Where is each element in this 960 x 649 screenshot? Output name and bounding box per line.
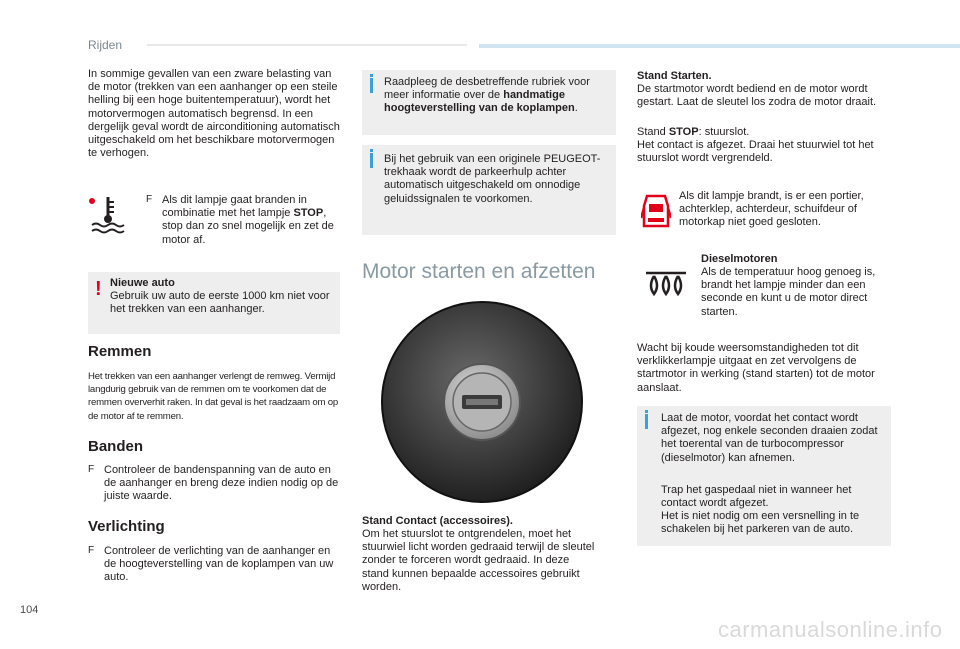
warning-box-new-car (88, 272, 340, 334)
info-box-towbar (362, 145, 616, 235)
banden-text: Controleer de bandenspanning van de auto en de aanhanger en breng deze indien nodig op de juiste waarde. (104, 464, 339, 503)
contact-title: Stand Contact (accessoires). (362, 515, 513, 527)
warning-title: Nieuwe auto (110, 277, 175, 289)
lamp-bullet: F (146, 194, 153, 205)
info-icon (370, 153, 373, 168)
info-icon-dot (370, 74, 373, 77)
verlichting-instruction (88, 545, 342, 585)
cold-weather-text: Wacht bij koude weersomstandigheden tot dit verklikkerlampje uitgaat en zet vervolgens de startmotor in werking (stand starten) tot de motor aanslaat. (637, 342, 875, 394)
watermark: carmanualsonline.info (718, 617, 943, 642)
banden-instruction (88, 464, 342, 504)
info-icon-dot (370, 149, 373, 152)
header-rule-blue (479, 44, 960, 48)
chapter-label: Rijden (88, 38, 123, 52)
heading-remmen: Remmen (88, 343, 152, 360)
stop-line: Stand STOP: stuurslot. (637, 126, 750, 138)
info2-text: Bij het gebruik van een originele PEUGEOT-trekhaak wordt de parkeerhulp achter automatisch uitgeschakeld om onnodige geluidssignalen te voorkomen. (384, 153, 601, 205)
starten-title: Stand Starten. (637, 70, 712, 82)
lamp-text: Als dit lampje gaat branden in combinatie met het lampje STOP, stop dan zo snel mogelijk en zet de motor af. (162, 194, 334, 246)
stop-text: Het contact is afgezet. Draai het stuurwiel tot het stuurslot wordt vergrendeld. (637, 139, 874, 165)
info-box-headlamp (362, 70, 616, 135)
coolant-temperature-warning-icon (88, 194, 128, 238)
info1-text: Raadpleeg de desbetreffende rubriek voor meer informatie over de handmatige hoogteverstelling van de koplampen. (384, 76, 590, 115)
ignition-lock-image (380, 300, 584, 504)
verlichting-text: Controleer de verlichting van de aanhanger en de hoogteverstelling van de koplampen van uw auto. (104, 545, 334, 584)
glow-plug-icon (644, 268, 688, 298)
page-number: 104 (20, 604, 39, 616)
intro-paragraph: In sommige gevallen van een zware belasting van de motor (trekken van een aanhanger op een steile helling bij een hoge buitentemperatuur), wordt het motorvermogen automatisch begrensd. In een dergelijk geval wordt de airconditioning automatisch uitgeschakeld om het beschikbare motorvermogen te verhogen. (88, 68, 340, 160)
header-rule-gray (147, 44, 467, 46)
diesel-title: Dieselmotoren (701, 253, 778, 265)
starten-text: De startmotor wordt bediend en de motor wordt gestart. Laat de sleutel los zodra de motor draait. (637, 83, 877, 109)
section-title: Motor starten en afzetten (362, 260, 596, 283)
banden-bullet: F (88, 464, 95, 475)
door-warning-text: Als dit lampje brandt, is er een portier, achterklep, achterdeur, schuifdeur of motorkap niet goed gesloten. (679, 190, 864, 229)
info-box-turbo (637, 406, 891, 546)
diesel-text: Als de temperatuur hoog genoeg is, brandt het lampje minder dan een seconde en kunt u de motor direct starten. (701, 266, 876, 318)
info-icon (645, 414, 648, 429)
verlichting-bullet: F (88, 545, 95, 556)
contact-text: Om het stuurslot te ontgrendelen, moet het stuurwiel licht worden gedraaid terwijl de sleutel zonder te forceren wordt gedraaid. In deze stand kunnen bepaalde accessoires gebruikt worden. (362, 528, 595, 593)
lamp-instruction (146, 194, 341, 247)
door-open-warning-icon (641, 190, 671, 230)
turbo-text-3: Het is niet nodig om een versnelling in te schakelen bij het parkeren van de auto. (661, 510, 860, 536)
heading-verlichting: Verlichting (88, 518, 165, 535)
turbo-text-1: Laat de motor, voordat het contact wordt afgezet, nog enkele seconden draaien zodat het toerental van de turbocompressor (dieselmotor) kan afnemen. (661, 412, 878, 464)
exclamation-icon: ! (95, 278, 102, 300)
info-icon (370, 78, 373, 93)
turbo-text-2: Trap het gaspedaal niet in wanneer het contact wordt afgezet. (661, 484, 852, 510)
warning-text: Gebruik uw auto de eerste 1000 km niet voor het trekken van een aanhanger. (110, 290, 330, 316)
heading-banden: Banden (88, 438, 144, 455)
remmen-text: Het trekken van een aanhanger verlengt de remweg. Vermijd langdurig gebruik van de remmen om te voorkomen dat de remmen oververhit raken. In dat geval is het raadzaam om op de motor af te remmen. (88, 371, 339, 422)
info-icon-dot (645, 410, 648, 413)
